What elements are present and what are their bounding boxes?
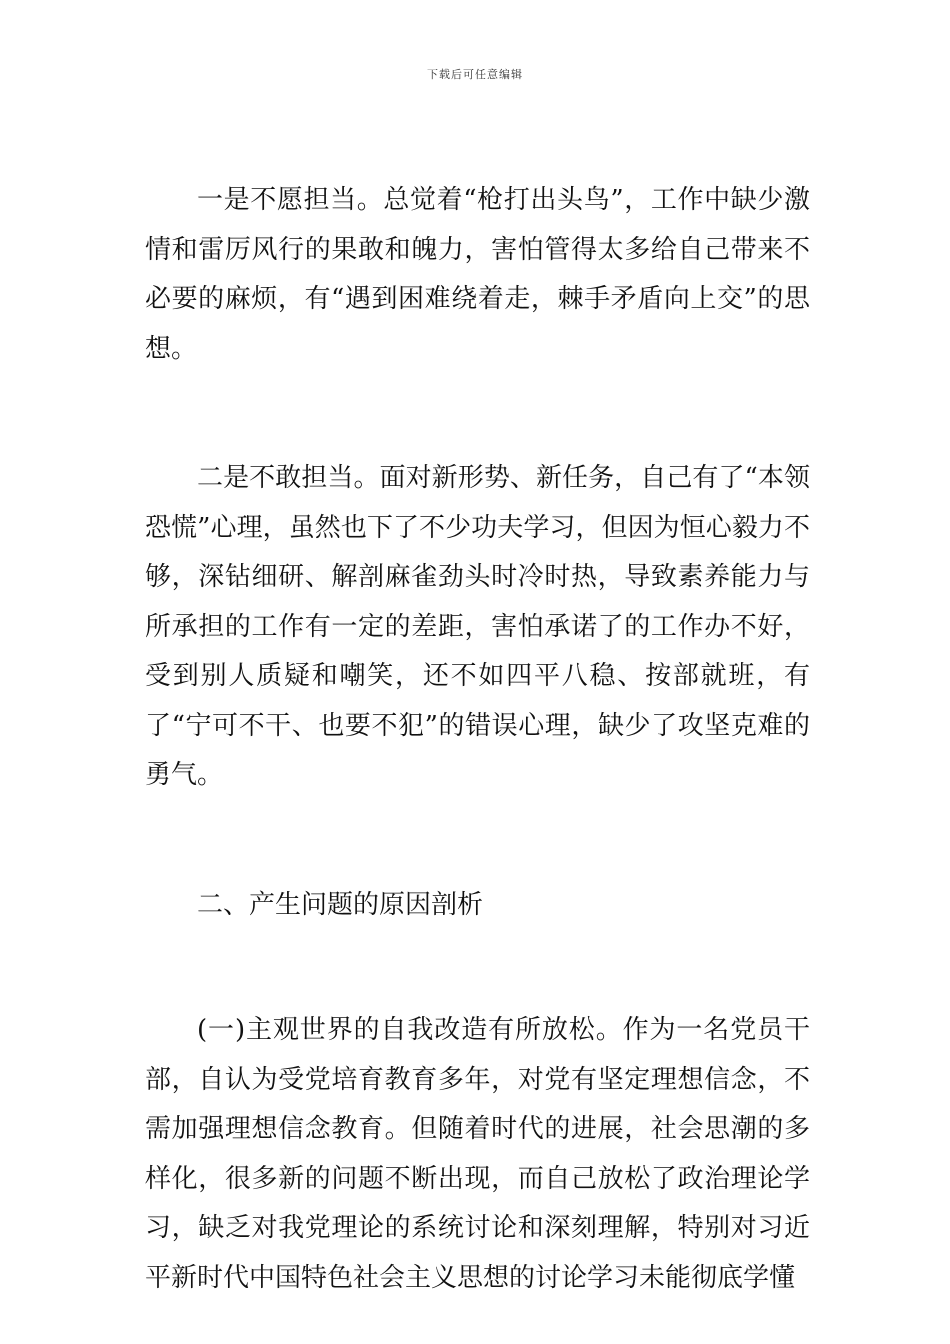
section-heading: 二、产生问题的原因剖析: [197, 889, 484, 920]
paragraph-cause-analysis-1: (一)主观世界的自我改造有所放松。作为一名党员干部，自认为受党培育教育多年，对党有坚定理想信念，不需加强理想信念教育。但随着时代的进展，社会思潮的多样化，很多新的问题不断出现，而自己放松了政治理论学习，缺乏对我党理论的系统讨论和深刻理解，特别对习近平新时代中国特色社会主义思想的讨论学习未能彻底学懂: [145, 1015, 810, 1293]
paragraph-afraid-to-take-responsibility: 二是不敢担当。面对新形势、新任务，自己有了“本领恐慌”心理，虽然也下了不少功夫学习，但因为恒心毅力不够，深钻细研、解剖麻雀劲头时冷时热，导致素养能力与所承担的工作有一定的差距，害怕承诺了的工作办不好，受到别人质疑和嘲笑，还不如四平八稳、按部就班，有了“宁可不干、也要不犯”的错误心理，缺少了攻坚克难的勇气。: [145, 463, 810, 790]
header-note: 下载后可任意编辑: [427, 68, 523, 81]
paragraph-unwilling-to-take-responsibility: 一是不愿担当。总觉着“枪打出头鸟”，工作中缺少激情和雷厉风行的果敢和魄力，害怕管得太多给自己带来不必要的麻烦，有“遇到困难绕着走，棘手矛盾向上交”的思想。: [145, 185, 810, 364]
document-body: [145, 176, 810, 1303]
